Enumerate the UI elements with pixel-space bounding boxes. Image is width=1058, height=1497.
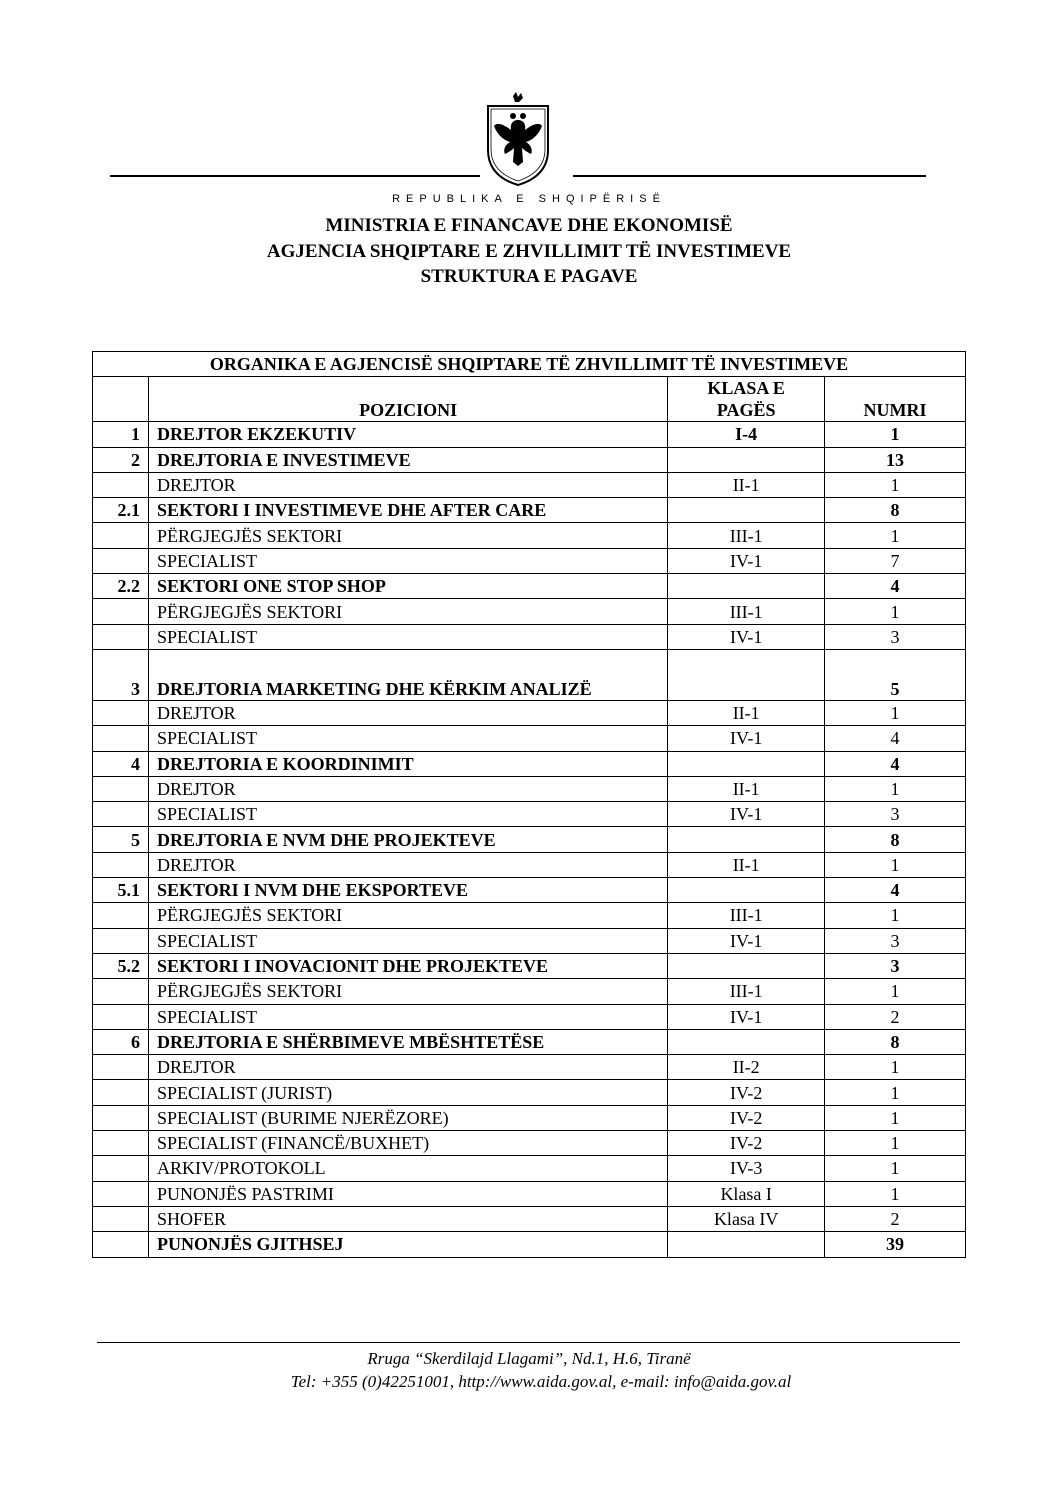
row-number: 2.1 — [93, 498, 149, 523]
row-count: 8 — [825, 498, 966, 523]
row-number — [93, 523, 149, 548]
row-pay-class — [668, 751, 825, 776]
row-number — [93, 903, 149, 928]
row-position: DREJTOR — [148, 472, 667, 497]
row-position: SPECIALIST — [148, 802, 667, 827]
header-count: NUMRI — [825, 377, 966, 422]
row-pay-class — [668, 498, 825, 523]
row-pay-class: III-1 — [668, 599, 825, 624]
row-number — [93, 700, 149, 725]
row-count: 8 — [825, 827, 966, 852]
row-pay-class — [668, 953, 825, 978]
row-pay-class: I-4 — [668, 422, 825, 447]
table-row — [93, 574, 966, 599]
row-number — [93, 852, 149, 877]
table-row — [93, 624, 966, 649]
row-number — [93, 1131, 149, 1156]
footer-address: Rruga “Skerdilajd Llagami”, Nd.1, H.6, Tiranë — [367, 1349, 691, 1368]
row-pay-class — [668, 1232, 825, 1257]
row-pay-class: IV-1 — [668, 624, 825, 649]
row-count: 1 — [825, 700, 966, 725]
row-number: 5 — [93, 827, 149, 852]
row-position: ARKIV/PROTOKOLL — [148, 1156, 667, 1181]
row-pay-class: II-1 — [668, 776, 825, 801]
row-pay-class — [668, 878, 825, 903]
row-number: 4 — [93, 751, 149, 776]
row-count: 1 — [825, 599, 966, 624]
row-pay-class: II-1 — [668, 852, 825, 877]
row-pay-class — [668, 447, 825, 472]
row-position: SPECIALIST — [148, 928, 667, 953]
row-count: 1 — [825, 979, 966, 1004]
table-caption: ORGANIKA E AGJENCISË SHQIPTARE TË ZHVILLIMIT TË INVESTIMEVE — [93, 352, 966, 377]
row-number — [93, 1156, 149, 1181]
row-position: DREJTOR — [148, 776, 667, 801]
row-pay-class: II-1 — [668, 700, 825, 725]
row-pay-class: IV-3 — [668, 1156, 825, 1181]
row-pay-class — [668, 1029, 825, 1054]
row-count: 4 — [825, 574, 966, 599]
table-row — [93, 700, 966, 725]
row-count: 4 — [825, 751, 966, 776]
table-row — [93, 1004, 966, 1029]
row-number — [93, 776, 149, 801]
footer-contact: Tel: +355 (0)42251001, http://www.aida.gov.al, e-mail: info@aida.gov.al — [290, 1372, 792, 1391]
table-row — [93, 878, 966, 903]
row-number: 2.2 — [93, 574, 149, 599]
row-count: 1 — [825, 1181, 966, 1206]
row-number — [93, 1055, 149, 1080]
row-position: DREJTOR — [148, 700, 667, 725]
table-row — [93, 1080, 966, 1105]
row-count: 8 — [825, 1029, 966, 1054]
header-position: POZICIONI — [148, 377, 667, 422]
row-position: SEKTORI I INOVACIONIT DHE PROJEKTEVE — [148, 953, 667, 978]
row-count: 1 — [825, 1156, 966, 1181]
row-position: DREJTORIA MARKETING DHE KËRKIM ANALIZË — [148, 649, 667, 700]
row-number — [93, 1105, 149, 1130]
row-position: SPECIALIST — [148, 548, 667, 573]
row-position: SEKTORI I INVESTIMEVE DHE AFTER CARE — [148, 498, 667, 523]
row-count: 39 — [825, 1232, 966, 1257]
table-row — [93, 827, 966, 852]
row-number: 1 — [93, 422, 149, 447]
row-count: 3 — [825, 624, 966, 649]
table-row — [93, 1055, 966, 1080]
table-row — [93, 1131, 966, 1156]
row-count: 5 — [825, 649, 966, 700]
row-number — [93, 1080, 149, 1105]
table-row — [93, 1105, 966, 1130]
country-name: REPUBLIKA E SHQIPËRISË — [392, 193, 666, 205]
table-row — [93, 498, 966, 523]
table-row — [93, 751, 966, 776]
row-count: 1 — [825, 1055, 966, 1080]
row-pay-class: Klasa IV — [668, 1206, 825, 1231]
row-position: SPECIALIST (JURIST) — [148, 1080, 667, 1105]
table-row — [93, 1232, 966, 1257]
table-row — [93, 852, 966, 877]
agency-name: AGJENCIA SHQIPTARE E ZHVILLIMIT TË INVESTIMEVE — [266, 241, 792, 262]
row-pay-class: III-1 — [668, 523, 825, 548]
row-position: PUNONJËS GJITHSEJ — [148, 1232, 667, 1257]
row-count: 1 — [825, 852, 966, 877]
row-count: 1 — [825, 1131, 966, 1156]
row-count: 3 — [825, 953, 966, 978]
row-position: DREJTORIA E KOORDINIMIT — [148, 751, 667, 776]
row-pay-class: IV-2 — [668, 1105, 825, 1130]
ministry-name: MINISTRIA E FINANCAVE DHE EKONOMISË — [325, 215, 733, 236]
table-row — [93, 1181, 966, 1206]
table-row — [93, 447, 966, 472]
row-pay-class: IV-1 — [668, 548, 825, 573]
row-position: DREJTORIA E INVESTIMEVE — [148, 447, 667, 472]
footer-rule — [97, 1342, 960, 1343]
row-pay-class: II-2 — [668, 1055, 825, 1080]
table-row — [93, 472, 966, 497]
row-position: DREJTOR EKZEKUTIV — [148, 422, 667, 447]
row-pay-class: IV-2 — [668, 1131, 825, 1156]
row-count: 1 — [825, 1080, 966, 1105]
row-count: 1 — [825, 776, 966, 801]
table-row — [93, 599, 966, 624]
table-row — [93, 979, 966, 1004]
row-number — [93, 802, 149, 827]
row-number — [93, 1232, 149, 1257]
row-count: 4 — [825, 878, 966, 903]
row-count: 1 — [825, 903, 966, 928]
header-class: KLASA E PAGËS — [668, 377, 825, 422]
organigram-table — [92, 351, 966, 1258]
header-number — [93, 377, 149, 422]
row-pay-class: II-1 — [668, 472, 825, 497]
table-row — [93, 649, 966, 700]
row-pay-class: IV-1 — [668, 928, 825, 953]
coat-of-arms-icon — [485, 92, 551, 188]
row-pay-class: IV-1 — [668, 1004, 825, 1029]
row-pay-class: IV-1 — [668, 726, 825, 751]
header-rule-right — [573, 175, 926, 177]
table-row — [93, 776, 966, 801]
header-rule-left — [110, 175, 480, 177]
row-count: 1 — [825, 523, 966, 548]
table-row — [93, 1206, 966, 1231]
row-pay-class: III-1 — [668, 979, 825, 1004]
table-row — [93, 726, 966, 751]
row-number — [93, 624, 149, 649]
row-pay-class — [668, 827, 825, 852]
row-number — [93, 928, 149, 953]
row-position: PËRGJEGJËS SEKTORI — [148, 523, 667, 548]
table-row — [93, 802, 966, 827]
row-number — [93, 1004, 149, 1029]
row-number: 5.1 — [93, 878, 149, 903]
row-number — [93, 726, 149, 751]
row-position: DREJTOR — [148, 852, 667, 877]
row-count: 2 — [825, 1004, 966, 1029]
table-row — [93, 1156, 966, 1181]
row-position: SEKTORI ONE STOP SHOP — [148, 574, 667, 599]
row-number — [93, 1206, 149, 1231]
row-position: PËRGJEGJËS SEKTORI — [148, 599, 667, 624]
row-number — [93, 548, 149, 573]
row-pay-class: IV-2 — [668, 1080, 825, 1105]
row-position: SPECIALIST — [148, 1004, 667, 1029]
row-position: DREJTOR — [148, 1055, 667, 1080]
row-count: 7 — [825, 548, 966, 573]
row-pay-class — [668, 574, 825, 599]
row-number: 3 — [93, 649, 149, 700]
row-position: SEKTORI I NVM DHE EKSPORTEVE — [148, 878, 667, 903]
row-number: 6 — [93, 1029, 149, 1054]
table-row — [93, 1029, 966, 1054]
row-position: DREJTORIA E NVM DHE PROJEKTEVE — [148, 827, 667, 852]
row-position: SPECIALIST (FINANCË/BUXHET) — [148, 1131, 667, 1156]
row-count: 4 — [825, 726, 966, 751]
table-row — [93, 523, 966, 548]
row-position: SPECIALIST (BURIME NJERËZORE) — [148, 1105, 667, 1130]
table-row — [93, 928, 966, 953]
row-number — [93, 979, 149, 1004]
table-row — [93, 422, 966, 447]
table-row — [93, 903, 966, 928]
row-position: SPECIALIST — [148, 726, 667, 751]
row-position: PËRGJEGJËS SEKTORI — [148, 979, 667, 1004]
row-number: 2 — [93, 447, 149, 472]
row-position: SPECIALIST — [148, 624, 667, 649]
row-count: 2 — [825, 1206, 966, 1231]
row-position: PUNONJËS PASTRIMI — [148, 1181, 667, 1206]
row-count: 3 — [825, 928, 966, 953]
row-count: 3 — [825, 802, 966, 827]
row-position: SHOFER — [148, 1206, 667, 1231]
row-pay-class — [668, 649, 825, 700]
document-title: STRUKTURA E PAGAVE — [420, 266, 638, 287]
row-number — [93, 599, 149, 624]
table-row — [93, 953, 966, 978]
row-count: 1 — [825, 472, 966, 497]
table-row — [93, 548, 966, 573]
row-number — [93, 1181, 149, 1206]
row-pay-class: III-1 — [668, 903, 825, 928]
row-number: 5.2 — [93, 953, 149, 978]
row-position: PËRGJEGJËS SEKTORI — [148, 903, 667, 928]
row-number — [93, 472, 149, 497]
row-pay-class: IV-1 — [668, 802, 825, 827]
row-count: 1 — [825, 1105, 966, 1130]
row-count: 1 — [825, 422, 966, 447]
row-pay-class: Klasa I — [668, 1181, 825, 1206]
row-position: DREJTORIA E SHËRBIMEVE MBËSHTETËSE — [148, 1029, 667, 1054]
row-count: 13 — [825, 447, 966, 472]
